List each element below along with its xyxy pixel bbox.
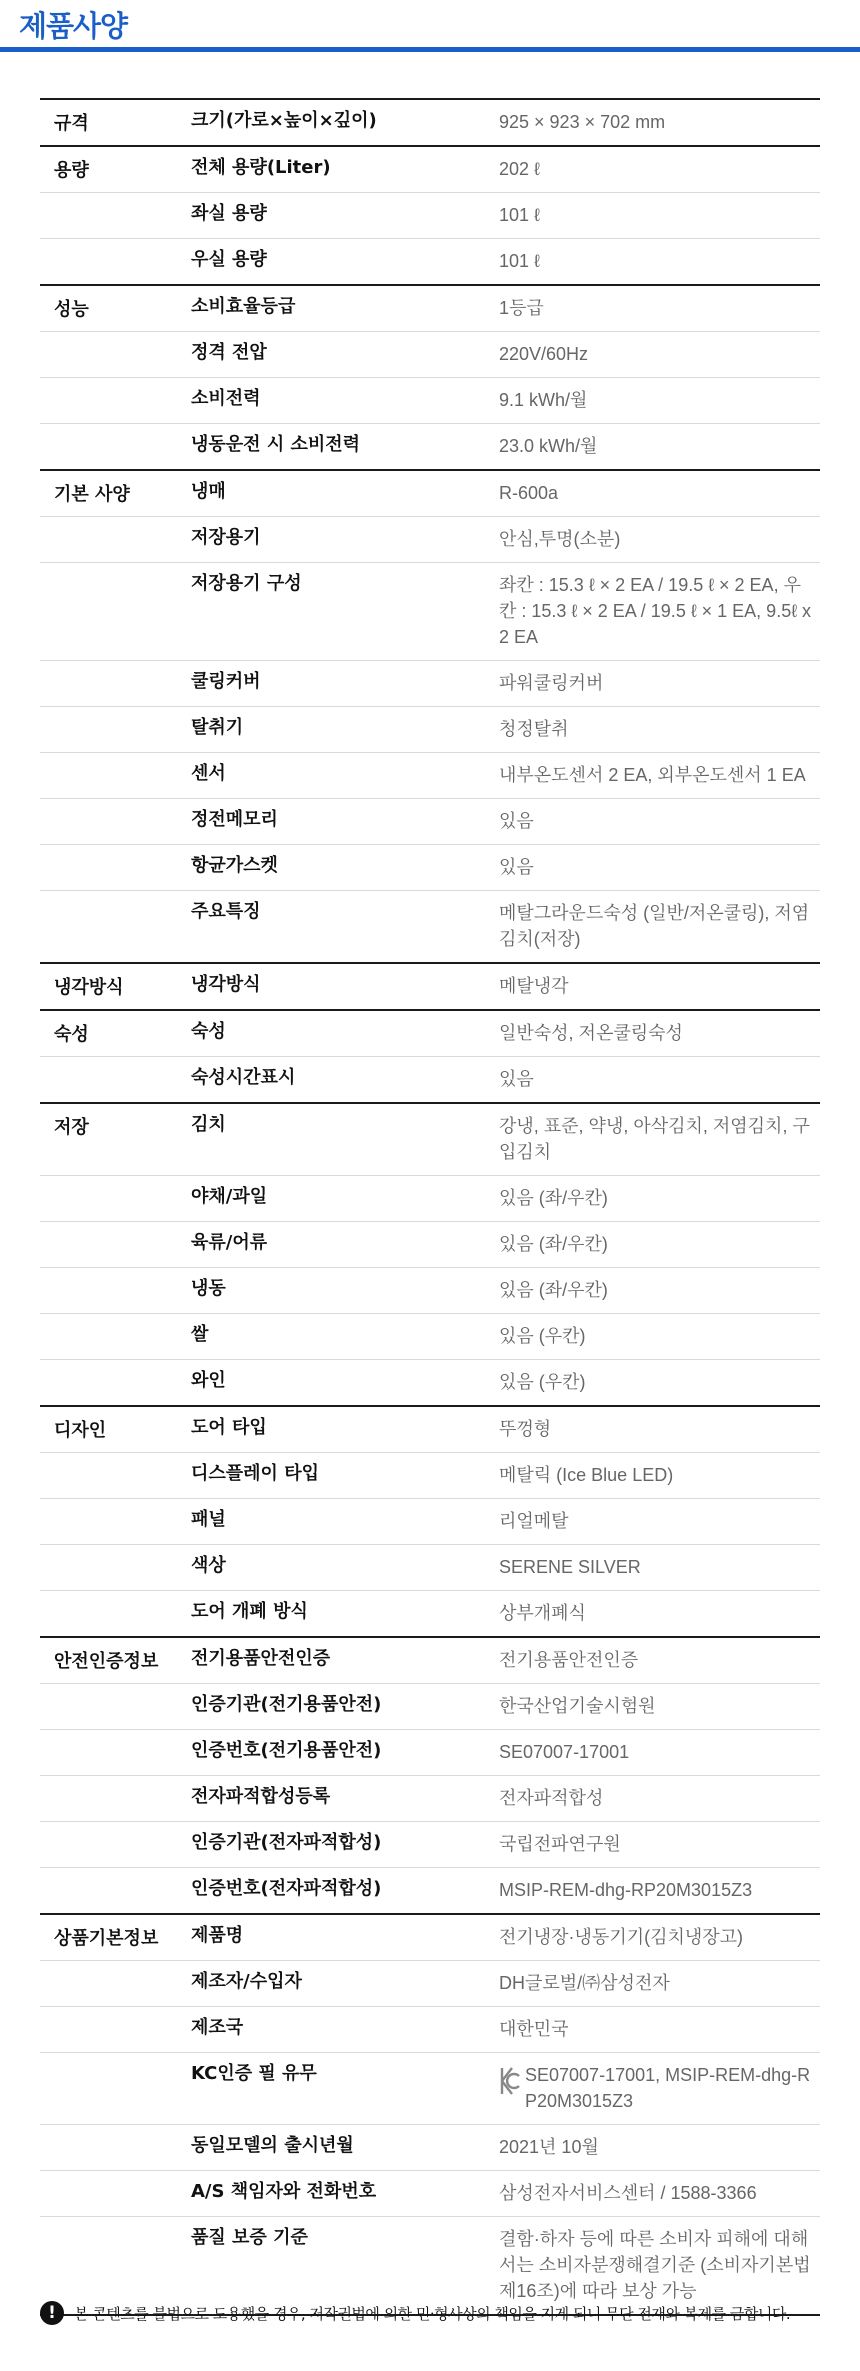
spec-row: [40, 1360, 820, 1405]
spec-label: 김치: [191, 1114, 226, 1135]
spec-category: 안전인증정보: [54, 1651, 159, 1672]
spec-value: 2021년 10월: [499, 2137, 599, 2157]
spec-value: 좌칸 : 15.3 ℓ × 2 EA / 19.5 ℓ × 2 EA, 우칸 : 15.3 ℓ × 2 EA / 19.5 ℓ × 1 EA, 9.5ℓ x 2 EA: [499, 575, 812, 647]
spec-value: SE07007-17001, MSIP-REM-dhg-RP20M3015Z3: [525, 2065, 811, 2111]
spec-value: 9.1 kWh/월: [499, 390, 588, 410]
spec-label: 항균가스켓: [191, 855, 278, 876]
spec-value: 일반숙성, 저온쿨링숙성: [499, 1023, 683, 1043]
spec-value: 뚜껑형: [499, 1419, 552, 1439]
spec-value: 메탈릭 (Ice Blue LED): [499, 1465, 674, 1485]
spec-label: 센서: [191, 763, 226, 784]
spec-category: 숙성: [54, 1024, 89, 1045]
spec-row: [40, 517, 820, 563]
spec-label: 육류/어류: [191, 1232, 268, 1253]
spec-category: 규격: [54, 113, 89, 134]
spec-row: [40, 1222, 820, 1268]
spec-value: 강냉, 표준, 약냉, 아삭김치, 저염김치, 구입김치: [499, 1116, 810, 1162]
spec-category: 저장: [54, 1117, 89, 1138]
spec-value: 101 ℓ: [499, 251, 540, 271]
spec-label: 품질 보증 기준: [191, 2227, 308, 2248]
spec-label: 도어 타입: [191, 1417, 267, 1438]
spec-value: DH글로벌/㈜삼성전자: [499, 1973, 670, 1993]
spec-row: [40, 1499, 820, 1545]
spec-group: [40, 1915, 820, 2316]
spec-label: 크기(가로×높이×깊이): [191, 110, 377, 131]
spec-label: 제품명: [191, 1925, 244, 1946]
spec-row: [40, 1314, 820, 1360]
spec-value-cell: [497, 2053, 820, 2124]
spec-row: [40, 1868, 820, 1913]
spec-row: [40, 193, 820, 239]
spec-value: 전기용품안전인증: [499, 1650, 639, 1670]
spec-table: [40, 98, 820, 2316]
spec-category: 용량: [54, 160, 89, 181]
spec-value: 있음 (좌/우칸): [499, 1280, 608, 1300]
spec-row: [40, 332, 820, 378]
spec-label: 냉동운전 시 소비전력: [191, 434, 361, 455]
spec-value: 있음 (좌/우칸): [499, 1234, 608, 1254]
spec-value: 202 ℓ: [499, 159, 540, 179]
spec-label: 인증번호(전자파적합성): [191, 1878, 382, 1899]
spec-label: 전체 용량(Liter): [191, 157, 331, 178]
spec-value: 내부온도센서 2 EA, 외부온도센서 1 EA: [499, 765, 806, 785]
spec-label: 주요특징: [191, 901, 261, 922]
spec-category: 상품기본정보: [54, 1928, 159, 1949]
spec-value: 청정탈취: [499, 719, 569, 739]
spec-value: 한국산업기술시험원: [499, 1696, 656, 1716]
spec-label: 야채/과일: [191, 1186, 268, 1207]
spec-label: 전기용품안전인증: [191, 1648, 331, 1669]
spec-row: [40, 753, 820, 799]
copyright-notice: [40, 2301, 820, 2325]
spec-row: [40, 2171, 820, 2217]
spec-label: 정전메모리: [191, 809, 278, 830]
spec-row: [40, 1453, 820, 1499]
spec-group: [40, 1011, 820, 1104]
spec-row: [40, 799, 820, 845]
spec-label: 정격 전압: [191, 342, 267, 363]
spec-row: [40, 1961, 820, 2007]
spec-value: 있음: [499, 1069, 534, 1089]
spec-label: 숙성시간표시: [191, 1067, 296, 1088]
spec-value: 23.0 kWh/월: [499, 436, 598, 456]
spec-value: 있음 (좌/우칸): [499, 1188, 608, 1208]
spec-label: 제조국: [191, 2017, 244, 2038]
spec-row: [40, 891, 820, 962]
spec-row: [40, 1176, 820, 1222]
spec-category: 기본 사양: [54, 484, 130, 505]
spec-value: 220V/60Hz: [499, 344, 589, 364]
spec-value: 삼성전자서비스센터 / 1588-3366: [499, 2183, 757, 2203]
kc-mark-icon: [499, 2066, 521, 2096]
spec-row: [40, 1057, 820, 1102]
spec-value: 전기냉장·냉동기기(김치냉장고): [499, 1927, 744, 1947]
spec-category: 디자인: [54, 1420, 107, 1441]
spec-label: 와인: [191, 1370, 226, 1391]
spec-value: SERENE SILVER: [499, 1557, 641, 1577]
spec-row: [40, 1545, 820, 1591]
spec-category: 냉각방식: [54, 977, 124, 998]
spec-label: 전자파적합성등록: [191, 1786, 331, 1807]
spec-row: [40, 2007, 820, 2053]
spec-label: 인증번호(전기용품안전): [191, 1740, 382, 1761]
spec-row: [40, 845, 820, 891]
page-title: 제품사양: [19, 9, 128, 43]
spec-row: [40, 1591, 820, 1636]
spec-label: 디스플레이 타입: [191, 1463, 319, 1484]
spec-value: MSIP-REM-dhg-RP20M3015Z3: [499, 1880, 753, 1900]
spec-group: [40, 1407, 820, 1638]
spec-value: 101 ℓ: [499, 205, 540, 225]
spec-value: 있음: [499, 857, 534, 877]
spec-value: 메탈그라운드숙성 (일반/저온쿨링), 저염김치(저장): [499, 903, 810, 949]
spec-value: 결함·하자 등에 따른 소비자 피해에 대해서는 소비자분쟁해결기준 (소비자기본법 제16조)에 따라 보상 가능: [499, 2229, 811, 2301]
spec-group: [40, 147, 820, 286]
spec-label: 인증기관(전자파적합성): [191, 1832, 382, 1853]
spec-group: [40, 1104, 820, 1407]
spec-value: 상부개폐식: [499, 1603, 586, 1623]
spec-label: 인증기관(전기용품안전): [191, 1694, 382, 1715]
spec-value: 있음 (우칸): [499, 1372, 586, 1392]
spec-row: [40, 1822, 820, 1868]
spec-label: 숙성: [191, 1021, 226, 1042]
spec-row: [40, 239, 820, 284]
exclamation-icon: !: [40, 2301, 64, 2325]
spec-value: 안심,투명(소분): [499, 529, 621, 549]
spec-value: 리얼메탈: [499, 1511, 569, 1531]
spec-group: [40, 286, 820, 471]
spec-label: A/S 책임자와 전화번호: [191, 2181, 377, 2202]
spec-row: [40, 707, 820, 753]
spec-row: [40, 2217, 820, 2314]
spec-row: [40, 2125, 820, 2171]
spec-label: 냉매: [191, 481, 226, 502]
copyright-notice-text: 본 콘텐츠를 불법으로 도용했을 경우, 저작권법에 의한 민·형사상의 책임을 지게 되니 무단 전재와 복제를 금합니다.: [74, 2304, 791, 2323]
spec-group: [40, 1638, 820, 1915]
spec-label: 소비전력: [191, 388, 261, 409]
spec-value: 있음 (우칸): [499, 1326, 586, 1346]
spec-row: [40, 378, 820, 424]
spec-group: [40, 471, 820, 964]
spec-label: 제조자/수입자: [191, 1971, 302, 1992]
spec-row: [40, 424, 820, 469]
spec-value: SE07007-17001: [499, 1742, 630, 1762]
spec-row: [40, 1730, 820, 1776]
spec-label: KC인증 필 유무: [191, 2063, 317, 2084]
spec-label: 패널: [191, 1509, 226, 1530]
spec-value: 대한민국: [499, 2019, 569, 2039]
spec-label: 냉각방식: [191, 974, 261, 995]
spec-value: 925 × 923 × 702 mm: [499, 112, 666, 132]
spec-value: R-600a: [499, 483, 559, 503]
spec-label: 냉동: [191, 1278, 226, 1299]
spec-row: [40, 563, 820, 661]
spec-group: [40, 100, 820, 147]
spec-value: 있음: [499, 811, 534, 831]
spec-row: [40, 1268, 820, 1314]
spec-label: 저장용기 구성: [191, 573, 302, 594]
spec-label: 쌀: [191, 1324, 209, 1345]
spec-label: 우실 용량: [191, 249, 267, 270]
spec-value: 전자파적합성: [499, 1788, 604, 1808]
spec-group: [40, 964, 820, 1011]
spec-row: [40, 1776, 820, 1822]
spec-label: 도어 개폐 방식: [191, 1601, 308, 1622]
spec-label: 좌실 용량: [191, 203, 267, 224]
page-header: [0, 0, 860, 52]
spec-label: 저장용기: [191, 527, 261, 548]
spec-row: [40, 2053, 820, 2125]
spec-label: 색상: [191, 1555, 226, 1576]
spec-label: 쿨링커버: [191, 671, 261, 692]
spec-label: 소비효율등급: [191, 296, 296, 317]
spec-label: 동일모델의 출시년월: [191, 2135, 354, 2156]
spec-value: 1등급: [499, 298, 544, 318]
spec-value: 국립전파연구원: [499, 1834, 621, 1854]
spec-category: 성능: [54, 299, 89, 320]
spec-value: 메탈냉각: [499, 976, 569, 996]
spec-row: [40, 1684, 820, 1730]
spec-row: [40, 661, 820, 707]
spec-value: 파워쿨링커버: [499, 673, 604, 693]
spec-label: 탈취기: [191, 717, 244, 738]
